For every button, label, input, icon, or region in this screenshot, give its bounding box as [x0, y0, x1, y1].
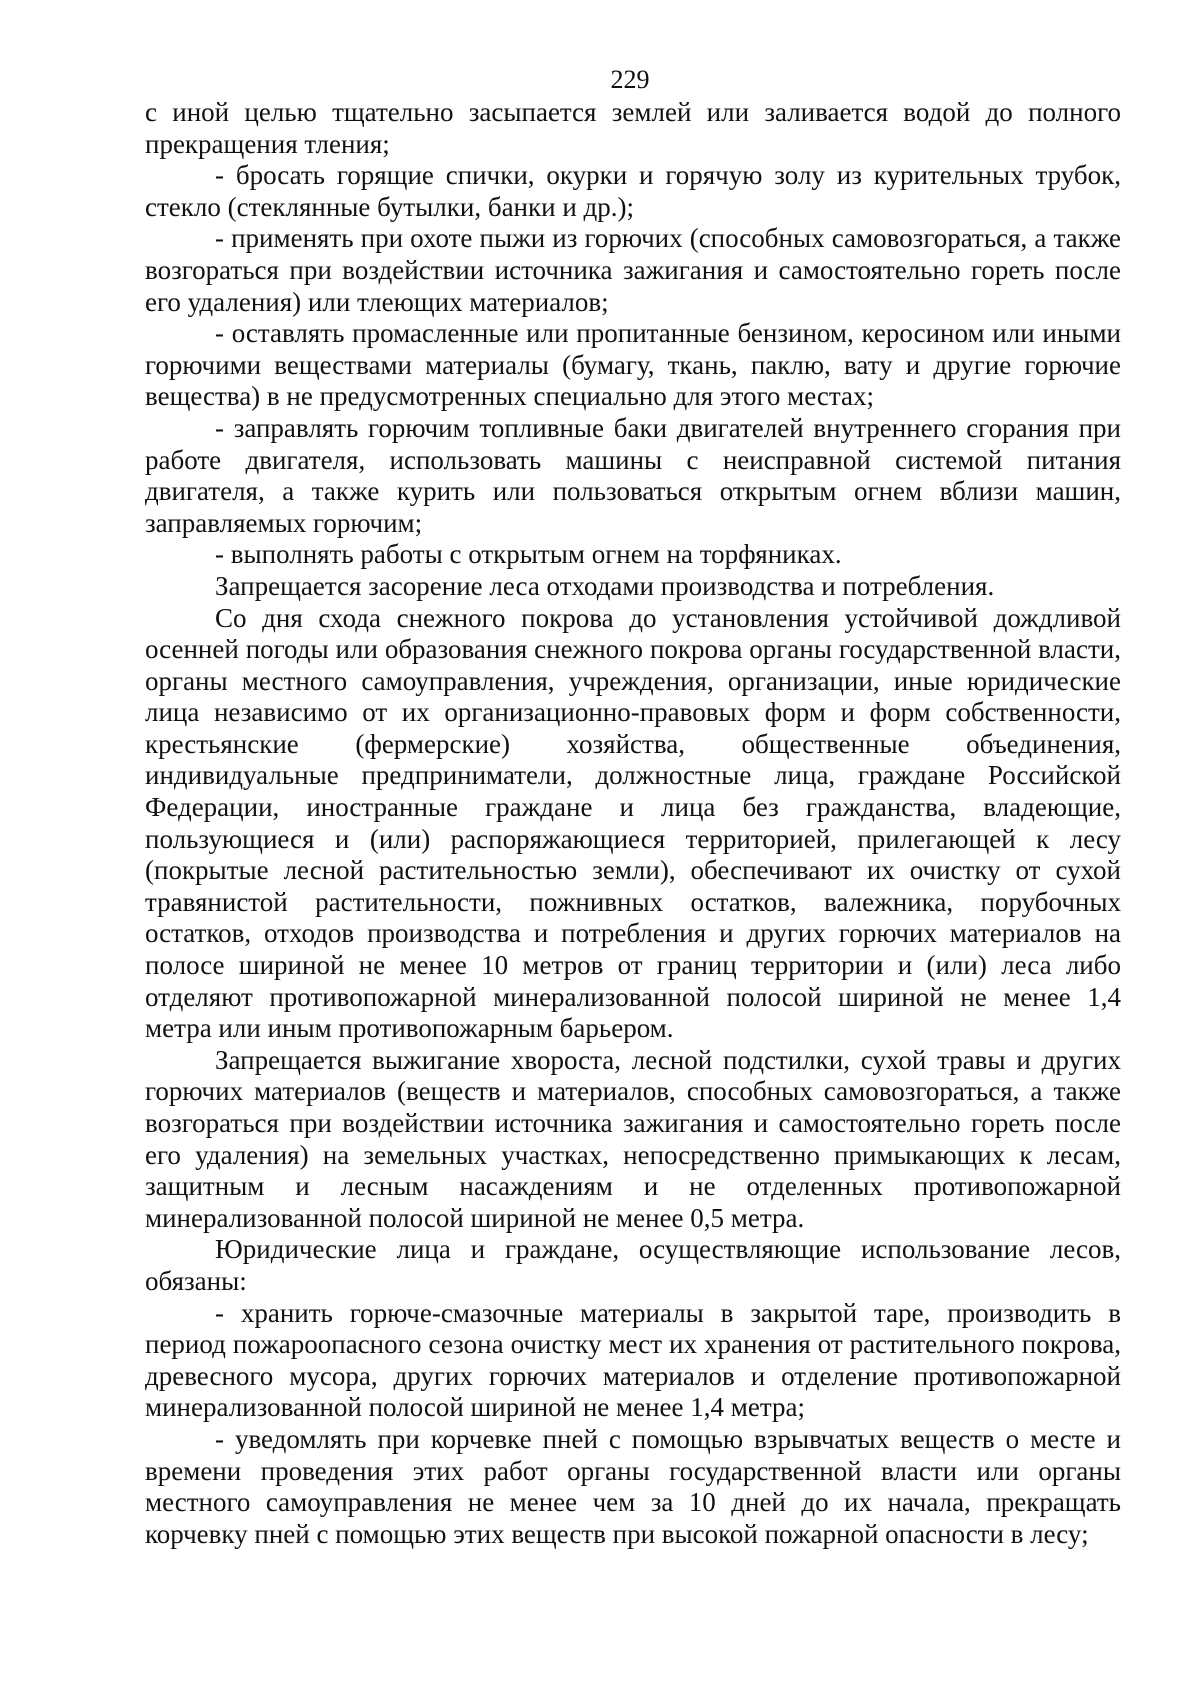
paragraph-list-item: - хранить горюче-смазочные материалы в закрытой таре, производить в период пожароопасного сезона очистку мест их хранения от растительного покрова, древесного мусора, других горючих материалов и отделение противопожарной минерализованной полосой шириной не менее 1,4 метра; [145, 1297, 1121, 1423]
paragraph-continuation: с иной целью тщательно засыпается землей или заливается водой до полного прекращения тления; [145, 97, 1121, 159]
paragraph: Запрещается выжигание хвороста, лесной подстилки, сухой травы и других горючих материалов (веществ и материалов, способных самовозгораться, а также возгораться при воздействии источника зажигания и самостоятельно гореть после его удаления) на земельных участках, непосредственно примыкающих к лесам, защитным и лесным насаждениям и не отделенных противопожарной минерализованной полосой шириной не менее 0,5 метра. [145, 1044, 1121, 1233]
page-number: 229 [610, 65, 650, 94]
paragraph-list-item: - оставлять промасленные или пропитанные бензином, керосином или иными горючими веществами материалы (бумагу, ткань, паклю, вату и другие горючие вещества) в не предусмотренных специально для этого местах; [145, 318, 1121, 412]
paragraph-list-item: - выполнять работы с открытым огнем на торфяниках. [215, 539, 842, 570]
paragraph-list-item: - бросать горящие спички, окурки и горячую золу из курительных трубок, стекло (стеклянные бутылки, банки и др.); [145, 160, 1121, 222]
paragraph: Юридические лица и граждане, осуществляющие использование лесов, обязаны: [145, 1234, 1121, 1296]
body-text [145, 97, 1121, 1550]
paragraph-list-item: - заправлять горючим топливные баки двигателей внутреннего сгорания при работе двигателя, использовать машины с неисправной системой питания двигателя, а также курить или пользоваться открытым огнем вблизи машин, заправляемых горючим; [145, 412, 1121, 538]
paragraph-list-item: - уведомлять при корчевке пней с помощью взрывчатых веществ о месте и времени проведения этих работ органы государственной власти или органы местного самоуправления не менее чем за 10 дней до их начала, прекращать корчевку пней с помощью этих веществ при высокой пожарной опасности в лесу; [145, 1423, 1121, 1549]
paragraph: Со дня схода снежного покрова до установления устойчивой дождливой осенней погоды или образования снежного покрова органы государственной власти, органы местного самоуправления, учреждения, организации, иные юридические лица независимо от их организационно-правовых форм и форм собственности, крестьянские (фермерские) хозяйства, общественные объединения, индивидуальные предприниматели, должностные лица, граждане Российской Федерации, иностранные граждане и лица без гражданства, владеющие, пользующиеся и (или) распоряжающиеся территорией, прилегающей к лесу (покрытые лесной растительностью земли), обеспечивают их очистку от сухой травянистой растительности, пожнивных остатков, валежника, порубочных остатков, отходов производства и потребления и других горючих материалов на полосе шириной не менее 10 метров от границ территории и (или) леса либо отделяют противопожарной минерализованной полосой шириной не менее 1,4 метра или иным противопожарным барьером. [145, 602, 1121, 1044]
paragraph: Запрещается засорение леса отходами производства и потребления. [215, 570, 995, 601]
paragraph-list-item: - применять при охоте пыжи из горючих (способных самовозгораться, а также возгораться при воздействии источника зажигания и самостоятельно гореть после его удаления) или тлеющих материалов; [145, 223, 1121, 317]
